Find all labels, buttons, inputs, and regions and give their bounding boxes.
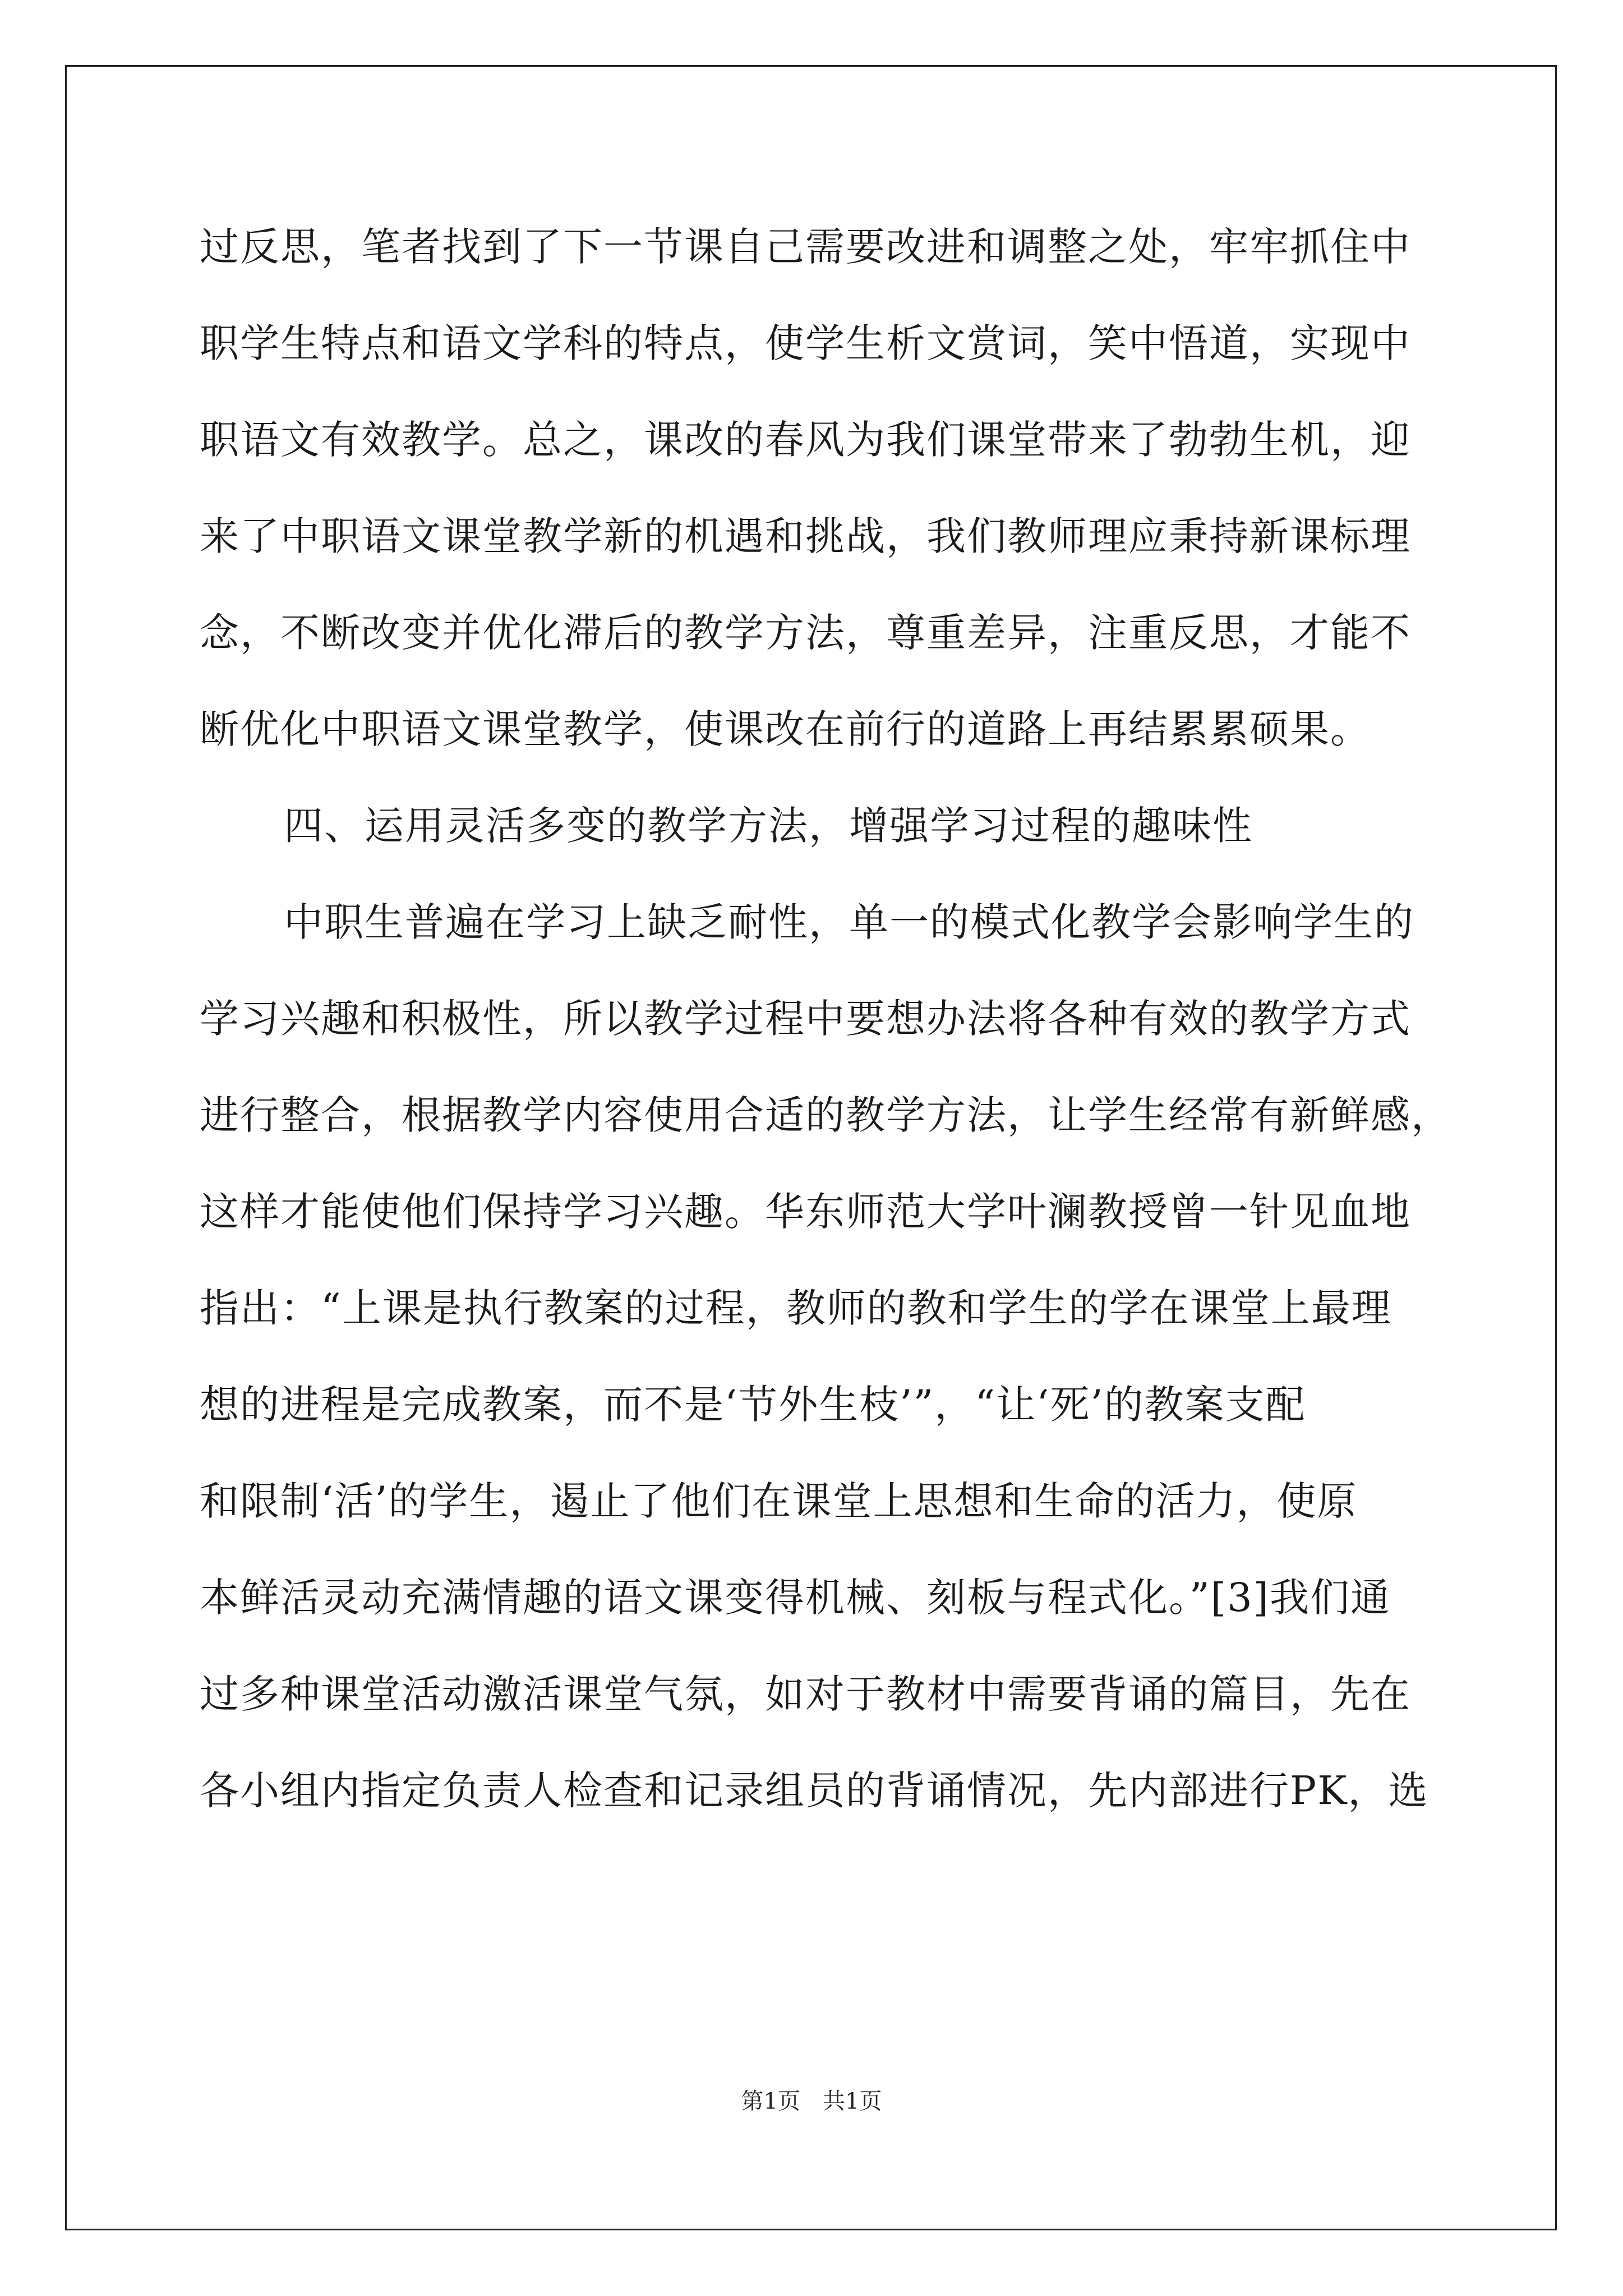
text-line: 职语文有效教学。总之，课改的春风为我们课堂带来了勃勃生机，迎 (200, 417, 1411, 463)
text-line: 过多种课堂活动激活课堂气氛，如对于教材中需要背诵的篇目，先在 (200, 1671, 1411, 1717)
text-line: 断优化中职语文课堂教学，使课改在前行的道路上再结累累硕果。 (200, 706, 1371, 752)
page-border (65, 65, 1557, 2230)
text-line: 指出：“上课是执行教案的过程，教师的教和学生的学在课堂上最理 (200, 1285, 1392, 1331)
text-line: 念，不断改变并优化滞后的教学方法，尊重差异，注重反思，才能不 (200, 610, 1411, 656)
text-line: 想的进程是完成教案，而不是‘节外生枝’”，“让‘死’的教案支配 (200, 1382, 1306, 1428)
section-heading: 四、运用灵活多变的教学方法，增强学习过程的趣味性 (284, 803, 1253, 849)
text-line: 进行整合，根据教学内容使用合适的教学方法，让学生经常有新鲜感， (200, 1092, 1451, 1138)
text-line: 中职生普遍在学习上缺乏耐性，单一的模式化教学会影响学生的 (284, 899, 1414, 945)
text-line: 学习兴趣和积极性，所以教学过程中要想办法将各种有效的教学方式 (200, 996, 1411, 1042)
page-number-footer: 第1页 共1页 (741, 2088, 882, 2114)
text-line: 这样才能使他们保持学习兴趣。华东师范大学叶澜教授曾一针见血地 (200, 1189, 1411, 1235)
text-line: 和限制‘活’的学生，遏止了他们在课堂上思想和生命的活力，使原 (200, 1478, 1358, 1524)
text-line: 各小组内指定负责人检查和记录组员的背诵情况，先内部进行PK，选 (200, 1768, 1429, 1814)
text-line: 本鲜活灵动充满情趣的语文课变得机械、刻板与程式化。”[3]我们通 (200, 1575, 1391, 1621)
text-line: 过反思，笔者找到了下一节课自己需要改进和调整之处，牢牢抓住中 (200, 224, 1411, 270)
text-line: 职学生特点和语文学科的特点，使学生析文赏词，笑中悟道，实现中 (200, 320, 1411, 366)
text-line: 来了中职语文课堂教学新的机遇和挑战，我们教师理应秉持新课标理 (200, 513, 1411, 559)
